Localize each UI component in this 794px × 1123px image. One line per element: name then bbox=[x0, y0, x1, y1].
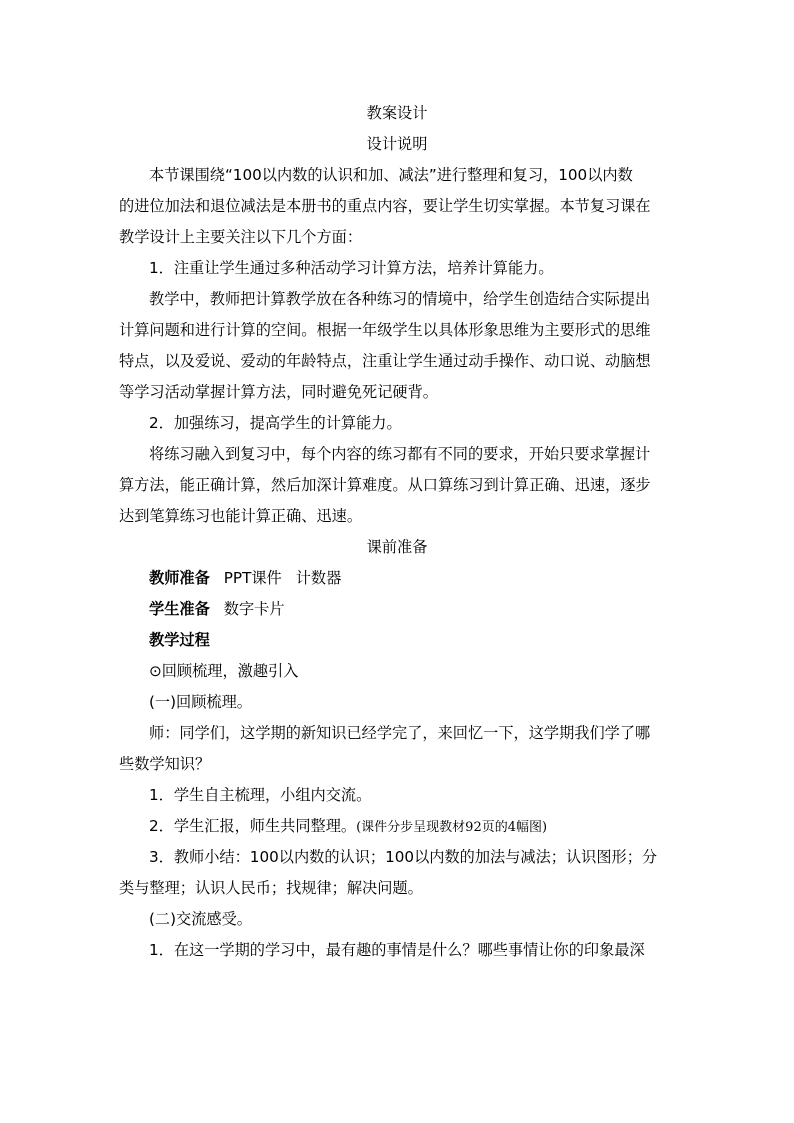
step1: 1．学生自主梳理，小组内交流。 bbox=[149, 786, 372, 804]
student-prep-row bbox=[119, 594, 675, 625]
design-paragraph-line: 本节课围绕“100以内数的认识和加、减法”进行整理和复习，100以内数 bbox=[149, 166, 633, 184]
part2-title: (二)交流感受。 bbox=[149, 910, 252, 928]
step2-text: 2．学生汇报，师生共同整理。 bbox=[149, 817, 357, 835]
document-title: 教案设计 bbox=[366, 104, 428, 122]
document-page bbox=[119, 98, 675, 966]
section-heading-design: 设计说明 bbox=[366, 135, 428, 153]
student-prep-item: 数字卡片 bbox=[223, 600, 285, 618]
step2-row bbox=[119, 811, 675, 842]
design-paragraph-line: 的进位加法和退位减法是本册书的重点内容，要让学生切实掌握。本节复习课在 bbox=[119, 197, 651, 215]
point1-title: 1．注重让学生通过多种活动学习计算方法，培养计算能力。 bbox=[149, 259, 554, 277]
point2-paragraph-line: 算方法，能正确计算，然后加深计算难度。从口算练习到计算正确、迅速，逐步 bbox=[119, 476, 651, 494]
teacher-prep-row bbox=[119, 563, 675, 594]
point1-paragraph-line: 特点，以及爱说、爱动的年龄特点，注重让学生通过动手操作、动口说、动脑想 bbox=[119, 352, 651, 370]
teacher-talk-line: 些数学知识？ bbox=[119, 755, 211, 773]
student-prep-label: 学生准备 bbox=[149, 600, 210, 618]
point2-title: 2．加强练习，提高学生的计算能力。 bbox=[149, 414, 402, 432]
step3-line: 类与整理；认识人民币；找规律；解决问题。 bbox=[119, 879, 423, 897]
point2-paragraph-line: 将练习融入到复习中，每个内容的练习都有不同的要求，开始只要求掌握计 bbox=[149, 445, 651, 463]
teacher-prep-label: 教师准备 bbox=[149, 569, 210, 587]
teacher-prep-item: 计数器 bbox=[295, 569, 342, 587]
point1-paragraph-line: 计算问题和进行计算的空间。根据一年级学生以具体形象思维为主要形式的思维 bbox=[119, 321, 651, 339]
section-heading-prep: 课前准备 bbox=[366, 538, 428, 556]
point2-paragraph-line: 达到笔算练习也能计算正确、迅速。 bbox=[119, 507, 362, 525]
step2-note: (课件分步呈现教材92页的4幅图) bbox=[356, 820, 548, 835]
design-paragraph-line: 教学设计上主要关注以下几个方面： bbox=[119, 228, 362, 246]
teacher-prep-item: PPT课件 bbox=[223, 569, 282, 587]
step3-line: 3．教师小结：100以内数的认识；100以内数的加法与减法；认识图形；分 bbox=[149, 848, 658, 866]
teacher-talk-line: 师：同学们，这学期的新知识已经学完了，来回忆一下，这学期我们学了哪 bbox=[149, 724, 651, 742]
part2-step1: 1．在这一学期的学习中，最有趣的事情是什么？哪些事情让你的印象最深 bbox=[149, 941, 645, 959]
point1-paragraph-line: 等学习活动掌握计算方法，同时避免死记硬背。 bbox=[119, 383, 438, 401]
stage1-title: ⊙回顾梳理，激趣引入 bbox=[149, 662, 299, 680]
point1-paragraph-line: 教学中，教师把计算教学放在各种练习的情境中，给学生创造结合实际提出 bbox=[149, 290, 651, 308]
process-heading: 教学过程 bbox=[149, 631, 210, 649]
part1-title: (一)回顾梳理。 bbox=[149, 693, 252, 711]
